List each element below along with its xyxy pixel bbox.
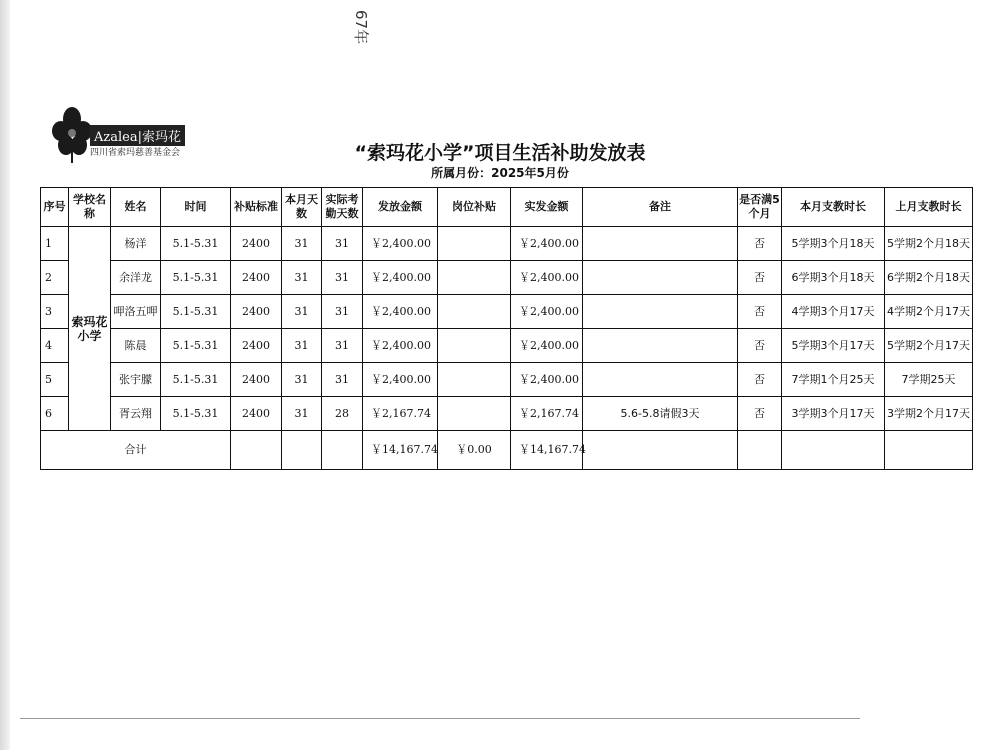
cell-month-days: 31 xyxy=(282,397,322,431)
header-amount: 发放金额 xyxy=(363,188,438,227)
cell-post-allowance xyxy=(438,295,511,329)
cell-period: 5.1-5.31 xyxy=(161,261,231,295)
total-empty-remark xyxy=(583,431,738,470)
table-row xyxy=(41,227,973,261)
cell-this-term: 3学期3个月17天 xyxy=(782,397,885,431)
cell-standard: 2400 xyxy=(231,261,282,295)
cell-remark xyxy=(583,261,738,295)
cell-post-allowance xyxy=(438,363,511,397)
total-empty-standard xyxy=(231,431,282,470)
cell-name: 胥云翔 xyxy=(111,397,161,431)
cell-attend-days: 31 xyxy=(322,227,363,261)
header-period: 时间 xyxy=(161,188,231,227)
cell-attend-days: 31 xyxy=(322,295,363,329)
cell-this-term: 5学期3个月17天 xyxy=(782,329,885,363)
cell-name: 呷洛五呷 xyxy=(111,295,161,329)
cell-remark: 5.6-5.8请假3天 xyxy=(583,397,738,431)
cell-over5: 否 xyxy=(738,261,782,295)
header-post-allowance: 岗位补贴 xyxy=(438,188,511,227)
header-name: 姓名 xyxy=(111,188,161,227)
cell-attend-days: 31 xyxy=(322,261,363,295)
cell-this-term: 5学期3个月18天 xyxy=(782,227,885,261)
header-actual: 实发金额 xyxy=(511,188,583,227)
cell-over5: 否 xyxy=(738,397,782,431)
total-post-allowance: ￥0.00 xyxy=(438,431,511,470)
total-empty-month-days xyxy=(282,431,322,470)
cell-last-term: 7学期25天 xyxy=(885,363,973,397)
total-empty-this-term xyxy=(782,431,885,470)
cell-name: 余洋龙 xyxy=(111,261,161,295)
page-subtitle: 所属月份：2025年5月份 xyxy=(431,166,569,180)
cell-remark xyxy=(583,329,738,363)
cell-this-term: 6学期3个月18天 xyxy=(782,261,885,295)
cell-actual: ￥2,400.00 xyxy=(511,261,583,295)
total-actual: ￥14,167.74 xyxy=(511,431,583,470)
total-label: 合计 xyxy=(41,431,231,470)
cell-amount: ￥2,400.00 xyxy=(363,363,438,397)
cell-period: 5.1-5.31 xyxy=(161,397,231,431)
cell-last-term: 5学期2个月17天 xyxy=(885,329,973,363)
cell-attend-days: 28 xyxy=(322,397,363,431)
cell-period: 5.1-5.31 xyxy=(161,363,231,397)
cell-post-allowance xyxy=(438,397,511,431)
cell-actual: ￥2,400.00 xyxy=(511,329,583,363)
total-empty-over5 xyxy=(738,431,782,470)
cell-seq: 6 xyxy=(41,397,69,431)
cell-last-term: 6学期2个月18天 xyxy=(885,261,973,295)
cell-actual: ￥2,167.74 xyxy=(511,397,583,431)
header-month-days: 本月天数 xyxy=(282,188,322,227)
cell-amount: ￥2,400.00 xyxy=(363,329,438,363)
cell-this-term: 7学期1个月25天 xyxy=(782,363,885,397)
cell-last-term: 3学期2个月17天 xyxy=(885,397,973,431)
logo-org-name: 四川省索玛慈善基金会 xyxy=(90,148,181,158)
header-last-term: 上月支教时长 xyxy=(885,188,973,227)
cell-actual: ￥2,400.00 xyxy=(511,295,583,329)
cell-seq: 4 xyxy=(41,329,69,363)
cell-attend-days: 31 xyxy=(322,363,363,397)
total-empty-last-term xyxy=(885,431,973,470)
cell-actual: ￥2,400.00 xyxy=(511,363,583,397)
cell-amount: ￥2,400.00 xyxy=(363,261,438,295)
table-row xyxy=(41,397,973,431)
cell-standard: 2400 xyxy=(231,397,282,431)
total-empty-attend-days xyxy=(322,431,363,470)
cell-remark xyxy=(583,295,738,329)
total-amount: ￥14,167.74 xyxy=(363,431,438,470)
cell-seq: 2 xyxy=(41,261,69,295)
scan-bottom-line xyxy=(20,718,860,719)
cell-post-allowance xyxy=(438,261,511,295)
cell-standard: 2400 xyxy=(231,295,282,329)
cell-over5: 否 xyxy=(738,329,782,363)
logo-brand-text: Azalea|索玛花 xyxy=(90,125,185,146)
cell-month-days: 31 xyxy=(282,295,322,329)
header-attend-days: 实际考勤天数 xyxy=(322,188,363,227)
cell-month-days: 31 xyxy=(282,329,322,363)
header-standard: 补贴标准 xyxy=(231,188,282,227)
cell-post-allowance xyxy=(438,329,511,363)
cell-name: 杨洋 xyxy=(111,227,161,261)
header-this-term: 本月支教时长 xyxy=(782,188,885,227)
header-row xyxy=(41,188,973,227)
cell-month-days: 31 xyxy=(282,363,322,397)
table-row xyxy=(41,363,973,397)
cell-last-term: 5学期2个月18天 xyxy=(885,227,973,261)
cell-amount: ￥2,400.00 xyxy=(363,295,438,329)
cell-period: 5.1-5.31 xyxy=(161,295,231,329)
cell-remark xyxy=(583,363,738,397)
cell-period: 5.1-5.31 xyxy=(161,329,231,363)
cell-standard: 2400 xyxy=(231,227,282,261)
table-row xyxy=(41,295,973,329)
page-title: “索玛花小学”项目生活补助发放表 xyxy=(354,142,646,164)
cell-post-allowance xyxy=(438,227,511,261)
cell-seq: 5 xyxy=(41,363,69,397)
cell-remark xyxy=(583,227,738,261)
cell-amount: ￥2,167.74 xyxy=(363,397,438,431)
cell-seq: 3 xyxy=(41,295,69,329)
cell-month-days: 31 xyxy=(282,227,322,261)
cell-this-term: 4学期3个月17天 xyxy=(782,295,885,329)
cell-standard: 2400 xyxy=(231,363,282,397)
header-seq: 序号 xyxy=(41,188,69,227)
cell-last-term: 4学期2个月17天 xyxy=(885,295,973,329)
cell-month-days: 31 xyxy=(282,261,322,295)
cell-seq: 1 xyxy=(41,227,69,261)
cell-name: 陈晨 xyxy=(111,329,161,363)
cell-over5: 否 xyxy=(738,295,782,329)
cell-attend-days: 31 xyxy=(322,329,363,363)
header-remark: 备注 xyxy=(583,188,738,227)
cell-standard: 2400 xyxy=(231,329,282,363)
cell-name: 张宇朦 xyxy=(111,363,161,397)
cell-over5: 否 xyxy=(738,363,782,397)
total-row xyxy=(41,431,973,470)
cell-actual: ￥2,400.00 xyxy=(511,227,583,261)
cell-over5: 否 xyxy=(738,227,782,261)
cell-period: 5.1-5.31 xyxy=(161,227,231,261)
subsidy-table xyxy=(40,187,973,470)
table-row xyxy=(41,329,973,363)
cell-amount: ￥2,400.00 xyxy=(363,227,438,261)
header-school: 学校名称 xyxy=(69,188,111,227)
scan-edge-shadow xyxy=(0,0,10,750)
cell-school: 索玛花小学 xyxy=(69,227,111,431)
header-over5: 是否满5个月 xyxy=(738,188,782,227)
handwritten-note: 67年 xyxy=(352,10,370,45)
table-row xyxy=(41,261,973,295)
